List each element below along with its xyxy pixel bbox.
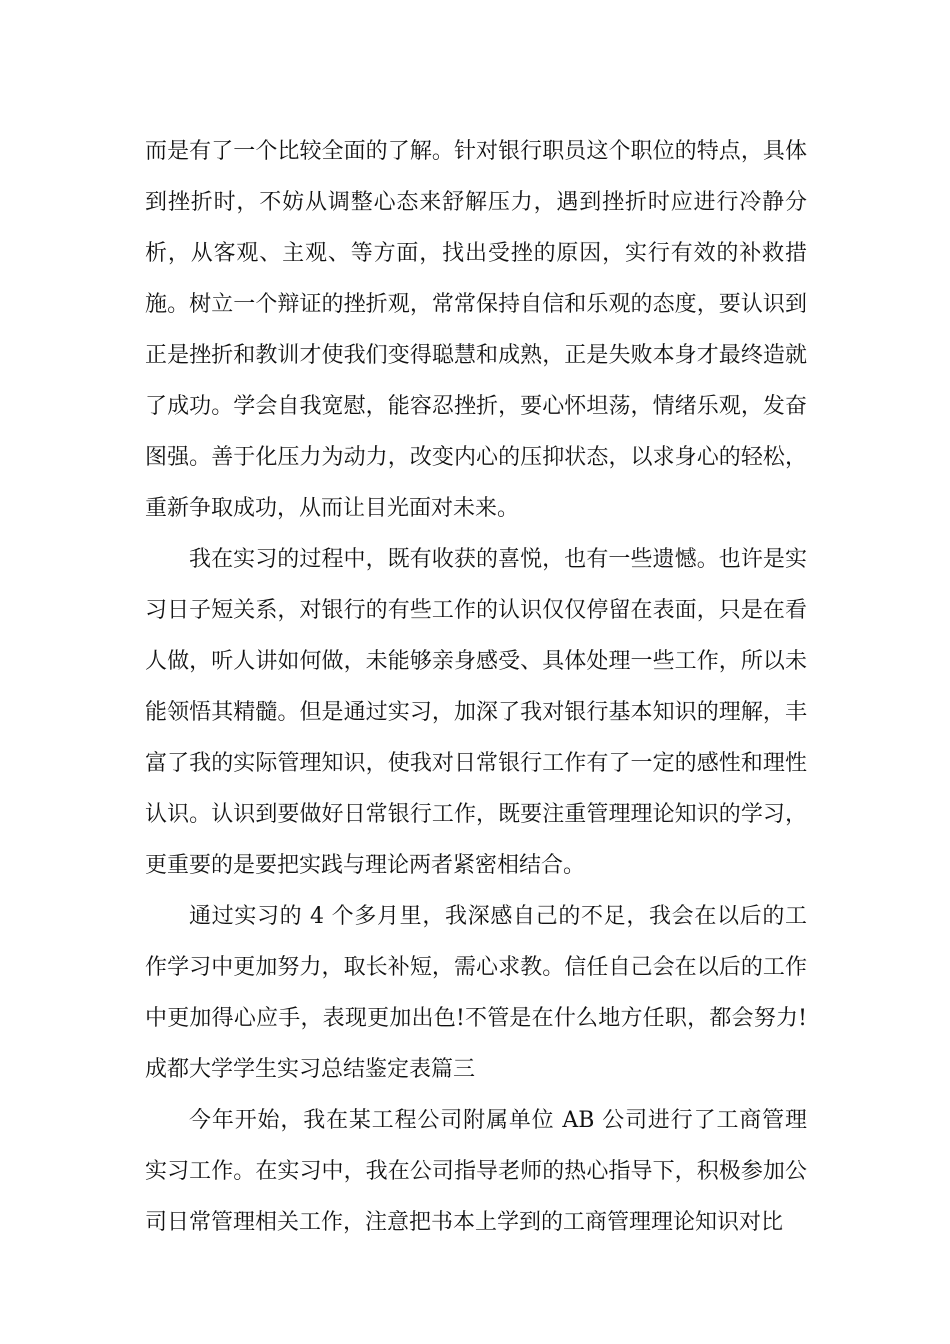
paragraph-4: 今年开始，我在某工程公司附属单位 AB 公司进行了工商管理实习工作。在实习中，我在公司指导老师的热心指导下，积极参加公司日常管理相关工作，注意把书本上学到的工商管理理论知识对比: [145, 1108, 807, 1235]
paragraph-2: 我在实习的过程中，既有收获的喜悦，也有一些遗憾。也许是实习日子短关系，对银行的有些工作的认识仅仅停留在表面，只是在看人做，听人讲如何做，未能够亲身感受、具体处理一些工作，所以未能领悟其精髓。但是通过实习，加深了我对银行基本知识的理解，丰富了我的实际管理知识，使我对日常银行工作有了一定的感性和理性认识。认识到要做好日常银行工作，既要注重管理理论知识的学习，更重要的是要把实践与理论两者紧密相结合。: [145, 547, 807, 878]
paragraph-1: 而是有了一个比较全面的了解。针对银行职员这个职位的特点，具体到挫折时，不妨从调整心态来舒解压力，遇到挫折时应进行冷静分析，从客观、主观、等方面，找出受挫的原因，实行有效的补救措施。树立一个辩证的挫折观，常常保持自信和乐观的态度，要认识到正是挫折和教训才使我们变得聪慧和成熟，正是失败本身才最终造就了成功。学会自我宽慰，能容忍挫折，要心怀坦荡，情绪乐观，发奋图强。善于化压力为动力，改变内心的压抑状态，以求身心的轻松，重新争取成功，从而让目光面对未来。: [145, 139, 807, 521]
body-text: [145, 126, 807, 1248]
paragraph-3: 通过实习的 4 个多月里，我深感自己的不足，我会在以后的工作学习中更加努力，取长补短，需心求教。信任自己会在以后的工作中更加得心应手，表现更加出色!不管是在什么地方任职，都会努力! 成都大学学生实习总结鉴定表篇三: [145, 904, 807, 1082]
